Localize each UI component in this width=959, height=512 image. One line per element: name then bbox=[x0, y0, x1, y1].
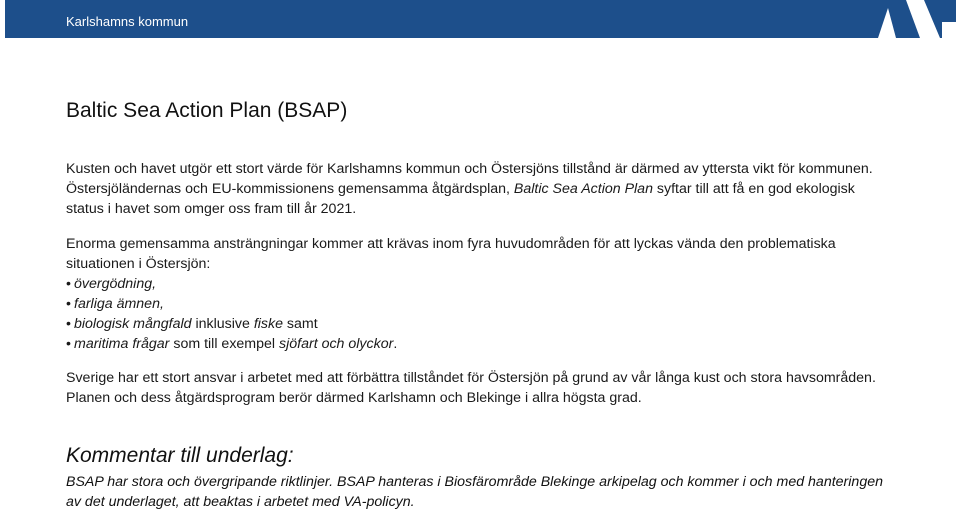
intro-paragraph bbox=[66, 159, 896, 219]
focus-lead: Enorma gemensamma ansträngningar kommer att krävas inom fyra huvudområden för att lyckas vända den problematiska situationen i Östersjön: bbox=[66, 236, 836, 272]
responsibility-paragraph: Sverige har ett stort ansvar i arbetet med att förbättra tillståndet för Östersjön på grund av vår långa kust och stora havsområden. Planen och dess åtgärdsprogram berör därmed Karlshamn och Blekinge i allra högsta grad. bbox=[66, 370, 876, 406]
intro-plan-name: Baltic Sea Action Plan bbox=[513, 181, 653, 197]
page-title: Baltic Sea Action Plan (BSAP) bbox=[66, 99, 348, 122]
list-item: • farliga ämnen, bbox=[66, 294, 906, 314]
header-title: Karlshamns kommun bbox=[66, 14, 189, 29]
intro-text-2: syftar till att få en god ekologisk status i havet som omger oss fram till år 2021. bbox=[66, 181, 855, 217]
focus-section bbox=[66, 234, 906, 354]
karlshamn-logo-icon bbox=[866, 0, 956, 38]
header-bar bbox=[5, 0, 956, 38]
list-item: • maritima frågar som till exempel sjöfart och olyckor. bbox=[66, 334, 906, 354]
list-item: • biologisk mångfald inklusive fiske samt bbox=[66, 314, 906, 334]
comment-text: BSAP har stora och övergripande riktlinjer. BSAP hanteras i Biosfärområde Blekinge arkipelag och kommer i och med hanteringen av det underlaget, att beaktas i arbetet med VA-policyn. bbox=[66, 474, 883, 510]
intro-text-1: Kusten och havet utgör ett stort värde för Karlshamns kommun och Östersjöns tillstånd är därmed av yttersta vikt för kommunen. Östersjöländernas och EU-kommissionens gemensamma åtgärdsplan, bbox=[66, 161, 873, 197]
focus-list bbox=[66, 274, 906, 354]
comment-heading: Kommentar till underlag: bbox=[66, 444, 294, 467]
list-item: • övergödning, bbox=[66, 274, 906, 294]
